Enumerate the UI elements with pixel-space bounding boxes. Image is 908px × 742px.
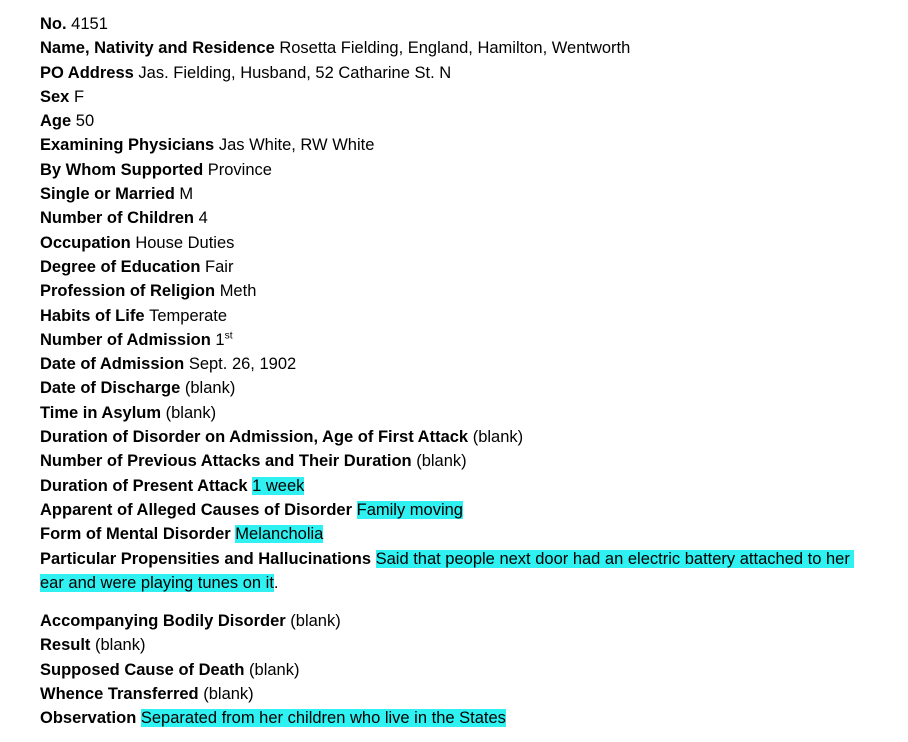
field-value: 4 (198, 209, 208, 228)
field-value: Province (207, 160, 272, 179)
field-label: Duration of Disorder on Admission, Age of First Attack (40, 428, 473, 447)
field-label: Sex (40, 87, 74, 106)
field-label: Duration of Present Attack (40, 476, 253, 495)
record-row-examining-physicians (40, 133, 868, 157)
field-value: (blank) (290, 612, 341, 631)
row-spacer (40, 595, 868, 609)
field-value: (blank) (249, 660, 300, 679)
record-row-time-in-asylum (40, 401, 868, 425)
field-value: 50 (75, 112, 95, 131)
record-row-no (40, 12, 868, 36)
record-row-number-of-children (40, 206, 868, 230)
record-row-by-whom-supported (40, 158, 868, 182)
field-value: 1 (215, 330, 225, 349)
field-value-highlighted: Family moving (356, 500, 463, 519)
field-value: (blank) (184, 379, 236, 398)
record-row-number-of-previous-attacks (40, 449, 868, 473)
field-label: Degree of Education (40, 257, 206, 276)
record-row-duration-of-present-attack (40, 474, 868, 498)
field-label: Number of Admission (40, 330, 216, 349)
record-row-sex (40, 85, 868, 109)
field-label: Number of Children (40, 209, 199, 228)
field-value: (blank) (95, 636, 146, 655)
field-value: House Duties (135, 233, 235, 252)
field-label: Form of Mental Disorder (40, 525, 236, 544)
field-label: No. (40, 15, 72, 33)
field-value: Rosetta Fielding, England, Hamilton, Wentworth (279, 39, 631, 58)
record-row-particular-propensities-and-hallucinations (40, 547, 868, 596)
record-row-po-address (40, 61, 868, 85)
record-row-habits-of-life (40, 304, 868, 328)
field-label: Observation (40, 709, 141, 728)
field-value: (blank) (203, 685, 254, 704)
field-value: Temperate (149, 306, 228, 325)
field-label: Particular Propensities and Hallucinations (40, 549, 376, 568)
record-row-occupation (40, 231, 868, 255)
field-label: Examining Physicians (40, 136, 219, 155)
record-row-age (40, 109, 868, 133)
field-label: Habits of Life (40, 306, 150, 325)
field-label: Apparent of Alleged Causes of Disorder (40, 500, 357, 519)
field-label: Occupation (40, 233, 136, 252)
record-row-accompanying-bodily-disorder (40, 609, 868, 633)
record-row-apparent-or-alleged-causes (40, 498, 868, 522)
field-label: By Whom Supported (40, 160, 208, 179)
field-label: Supposed Cause of Death (40, 660, 250, 679)
record-row-date-of-admission (40, 352, 868, 376)
field-label: Accompanying Bodily Disorder (40, 612, 291, 631)
record-row-name-nativity-residence (40, 36, 868, 60)
field-value-highlighted: Said that people next door had an electric battery attached to her ear and were playing tunes on it (40, 549, 855, 592)
field-label: Result (40, 636, 96, 655)
record-row-form-of-mental-disorder (40, 522, 868, 546)
field-label: Name, Nativity and Residence (40, 39, 280, 58)
field-label: Age (40, 112, 76, 131)
field-label: Single or Married (40, 185, 180, 204)
field-value-highlighted: Separated from her children who live in the States (140, 709, 506, 728)
record-row-degree-of-education (40, 255, 868, 279)
field-value: F (73, 87, 85, 106)
field-label: Time in Asylum (40, 403, 166, 422)
field-label: PO Address (40, 63, 139, 82)
field-value: 4151 (71, 15, 108, 33)
record-row-date-of-discharge (40, 376, 868, 400)
field-value: (blank) (472, 428, 524, 447)
field-value-highlighted: 1 week (252, 476, 305, 495)
record-row-profession-of-religion (40, 279, 868, 303)
field-label: Date of Discharge (40, 379, 185, 398)
record-row-whence-transferred (40, 682, 868, 706)
record-row-supposed-cause-of-death (40, 658, 868, 682)
field-value: Jas. Fielding, Husband, 52 Catharine St. N (138, 63, 452, 82)
field-value: Meth (219, 282, 257, 301)
field-label: Date of Admission (40, 355, 189, 374)
field-value: M (179, 185, 194, 204)
field-value: Sept. 26, 1902 (188, 355, 297, 374)
field-label: Profession of Religion (40, 282, 220, 301)
record-row-single-or-married (40, 182, 868, 206)
field-value-highlighted: Melancholia (235, 525, 324, 544)
field-value: Jas White, RW White (218, 136, 375, 155)
field-value: (blank) (416, 452, 467, 471)
record-row-result (40, 633, 868, 657)
record-row-number-of-admission (40, 328, 868, 352)
record-row-observation (40, 706, 868, 730)
record-row-duration-of-disorder-on-admission (40, 425, 868, 449)
field-value: Fair (205, 257, 234, 276)
field-label: Number of Previous Attacks and Their Duration (40, 452, 417, 471)
field-value-tail: . (273, 573, 279, 592)
field-value: (blank) (165, 403, 217, 422)
field-label: Whence Transferred (40, 685, 204, 704)
ordinal-suffix: st (224, 330, 233, 342)
